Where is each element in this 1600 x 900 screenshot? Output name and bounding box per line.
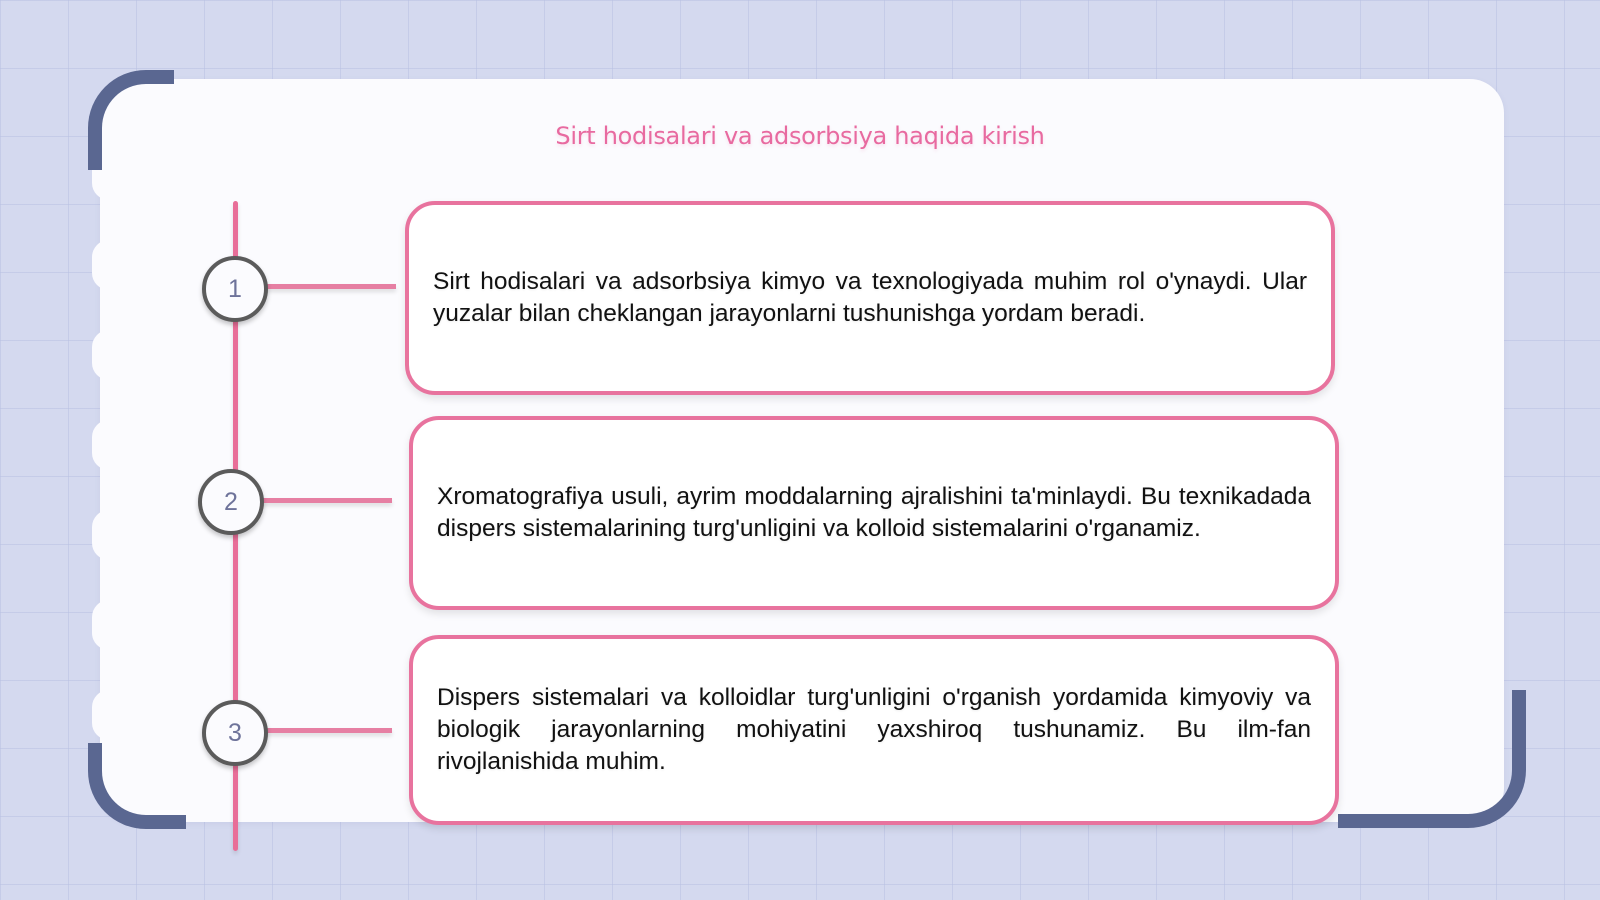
connector-line — [262, 728, 392, 733]
frame-corner-bottom-right — [1338, 690, 1526, 828]
step-text-box — [409, 416, 1339, 610]
scallop-decoration — [92, 240, 126, 290]
frame-corner-top-left — [88, 70, 174, 170]
step-text: Xromatografiya usuli, ayrim moddalarning ajralishini ta'minlaydi. Bu texnikadada dispers sistemalarining turg'unligini va kolloid sistemalarini o'rganamiz. — [437, 483, 1311, 542]
connector-line — [258, 498, 392, 503]
step-text-box — [405, 201, 1335, 395]
step-text-box — [409, 635, 1339, 825]
slide-title: Sirt hodisalari va adsorbsiya haqida kirish — [555, 122, 1045, 150]
step-number: 3 — [228, 718, 242, 747]
step-number-circle — [202, 256, 268, 322]
scallop-decoration — [92, 420, 126, 470]
step-text: Sirt hodisalari va adsorbsiya kimyo va texnologiyada muhim rol o'ynaydi. Ular yuzalar bilan cheklangan jarayonlarni tushunishga yordam beradi. — [433, 268, 1307, 327]
step-number-circle — [202, 700, 268, 766]
step-number-circle — [198, 469, 264, 535]
step-number: 2 — [224, 487, 238, 516]
scallop-decoration — [92, 600, 126, 650]
scallop-decoration — [92, 690, 126, 740]
connector-line — [262, 284, 396, 289]
frame-corner-bottom-left — [88, 743, 186, 829]
scallop-decoration — [92, 510, 126, 560]
step-text: Dispers sistemalari va kolloidlar turg'unligini o'rganish yordamida kimyoviy va biologik jarayonlarning mohiyatini yaxshiroq tushunamiz. Bu ilm-fan rivojlanishida muhim. — [437, 684, 1311, 775]
scallop-decoration — [92, 330, 126, 380]
step-number: 1 — [228, 274, 242, 303]
